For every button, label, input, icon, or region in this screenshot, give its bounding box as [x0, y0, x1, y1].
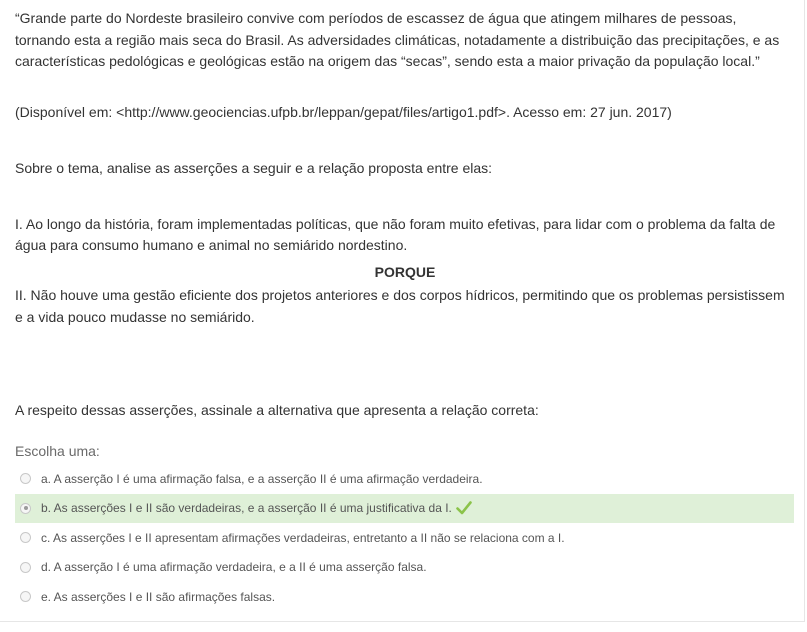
assertion-connector: PORQUE [374, 263, 436, 280]
answer-option-b[interactable] [15, 494, 794, 524]
radio-button[interactable] [20, 532, 31, 543]
radio-button[interactable] [20, 591, 31, 602]
radio-button[interactable] [20, 562, 31, 573]
answer-label: d. A asserção I é uma afirmação verdadeira, e a II é uma asserção falsa. [41, 560, 427, 575]
answer-label: a. A asserção I é uma afirmação falsa, e a asserção II é uma afirmação verdadeira. [41, 471, 483, 486]
radio-button[interactable] [20, 473, 31, 484]
answer-option-a[interactable] [15, 464, 794, 494]
answer-option-c[interactable] [15, 523, 794, 553]
answer-label: b. As asserções I e II são verdadeiras, e a asserção II é uma justificativa da I. [41, 501, 452, 516]
question-quote: “Grande parte do Nordeste brasileiro convive com períodos de escassez de água que atingem milhares de pessoas, tornando esta a região mais seca do Brasil. As adversidades climáticas, notadamente a distribuição das precipitações, e as características pedológicas e geológicas estão na origem das “secas”, sendo esta a maior privação da população local.” [15, 10, 780, 69]
answer-option-e[interactable] [15, 582, 794, 612]
answer-label: e. As asserções I e II são afirmações falsas. [41, 589, 276, 604]
question-text [15, 8, 795, 328]
question-source: (Disponível em: <http://www.geociencias.ufpb.br/leppan/gepat/files/artigo1.pdf>. Acesso em: 27 jun. 2017) [15, 103, 672, 120]
answer-prompt: Escolha uma: [15, 443, 100, 459]
answer-list [15, 464, 794, 612]
answer-label: c. As asserções I e II apresentam afirmações verdadeiras, entretanto a II não se relaciona com a I. [41, 530, 565, 545]
assertion-1: I. Ao longo da história, foram implementadas políticas, que não foram muito efetivas, para lidar com o problema da falta de água para consumo humano e animal no semiárido nordestino. [15, 215, 776, 253]
assertion-2: II. Não houve uma gestão eficiente dos projetos anteriores e dos corpos hídricos, permitindo que os problemas persistissem e a vida pouco mudasse no semiárido. [15, 287, 785, 325]
question-ask: A respeito dessas asserções, assinale a alternativa que apresenta a relação correta: [15, 402, 539, 418]
answer-option-d[interactable] [15, 553, 794, 583]
radio-button-selected[interactable] [20, 503, 31, 514]
question-intro: Sobre o tema, analise as asserções a seguir e a relação proposta entre elas: [15, 160, 493, 176]
checkmark-icon [456, 501, 472, 515]
